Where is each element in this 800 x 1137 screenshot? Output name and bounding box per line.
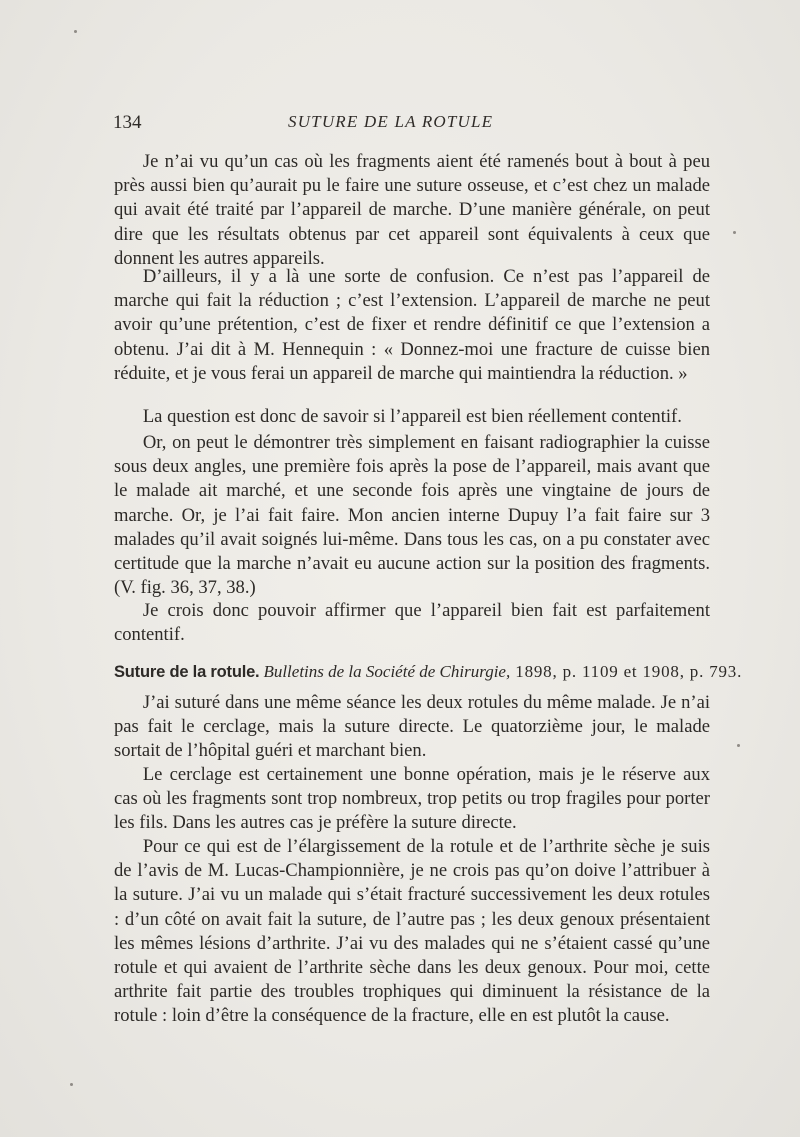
paragraph-text: J’ai suturé dans une même séance les deux rotules du même malade. Je n’ai pas fait le cerclage, mais la suture directe. Le quatorzième jour, le malade sortait de l’hôpital guéri et marchant bien.	[114, 692, 710, 762]
paper-speck	[733, 231, 736, 234]
paper-speck	[70, 1083, 73, 1086]
paragraph-text: D’ailleurs, il y a là une sorte de confusion. Ce n’est pas l’appareil de marche qui fait la réduction ; c’est l’extension. L’appareil de marche ne peut avoir qu’une prétention, c’est de fixer et rendre définitif ce que l’extension a obtenu. J’ai dit à M. Hennequin : « Donnez-moi une fracture de cuisse bien réduite, et je vous ferai un appareil de marche qui maintiendra la réduction. »	[114, 266, 710, 384]
paragraph-3	[114, 405, 710, 429]
paragraph-text: Pour ce qui est de l’élargissement de la rotule et de l’arthrite sèche je suis de l’avis de M. Lucas-Championnière, je ne crois pas qu’on doive l’attribuer à la suture. J’ai vu un malade qui s’était fracturé successivement les deux rotules : d’un côté on avait fait la suture, de l’autre pas ; les deux genoux présentaient les mêmes lésions d’arthrite. J’ai vu des malades qui ne s’étaient cassé qu’une rotule et qui avaient de l’arthrite sèche dans les deux genoux. Pour moi, cette arthrite fait partie des troubles trophiques qui diminuent la résistance de la rotule : loin d’être la conséquence de la fracture, elle en est plutôt la cause.	[114, 836, 710, 1027]
section-citation	[114, 661, 743, 683]
section-heading: Suture de la rotule.	[114, 663, 260, 681]
journal-reference: 1898, p. 1109 et 1908, p. 793.	[510, 662, 743, 681]
paragraph-text: Or, on peut le démontrer très simplement en faisant radiographier la cuisse sous deux angles, une première fois après la pose de l’appareil, mais avant que le malade ait marché, et une seconde fois après une vingtaine de jours de marche. Or, je l’ai fait faire. Mon ancien interne Dupuy l’a fait faire sur 3 malades qu’il avait soignés lui-même. Dans tous les cas, on a pu constater avec certitude que la marche n’avait eu aucune action sur la position des fragments. (V. fig. 36, 37, 38.)	[114, 432, 710, 599]
page-number: 134	[113, 112, 142, 133]
page-header	[113, 112, 710, 136]
paragraph-1	[114, 150, 710, 271]
paragraph-4	[114, 431, 710, 600]
journal-title: Bulletins de la Société de Chirurgie,	[263, 662, 511, 681]
paragraph-text: La question est donc de savoir si l’appareil est bien réellement contentif.	[142, 406, 682, 427]
paragraph-8	[114, 835, 710, 1029]
paragraph-text: Je crois donc pouvoir affirmer que l’appareil bien fait est parfaitement contentif.	[114, 600, 710, 646]
paragraph-2	[114, 265, 710, 386]
paragraph-5	[114, 599, 710, 647]
paragraph-text: Le cerclage est certainement une bonne opération, mais je le réserve aux cas où les fragments sont trop nombreux, trop petits ou trop fragiles pour porter les fils. Dans les autres cas je préfère la suture directe.	[114, 764, 710, 834]
paragraph-6	[114, 691, 710, 764]
paragraph-text: Je n’ai vu qu’un cas où les fragments aient été ramenés bout à bout à peu près aussi bien qu’aurait pu le faire une suture osseuse, et c’est chez un malade qui avait été traité par l’appareil de marche. D’une manière générale, on peut dire que les résultats obtenus par cet appareil sont équivalents à ceux que donnent les autres appareils.	[114, 151, 710, 269]
running-title: SUTURE DE LA ROTULE	[288, 112, 494, 131]
paper-speck	[737, 744, 740, 747]
paragraph-7	[114, 763, 710, 836]
paper-speck	[74, 30, 77, 33]
